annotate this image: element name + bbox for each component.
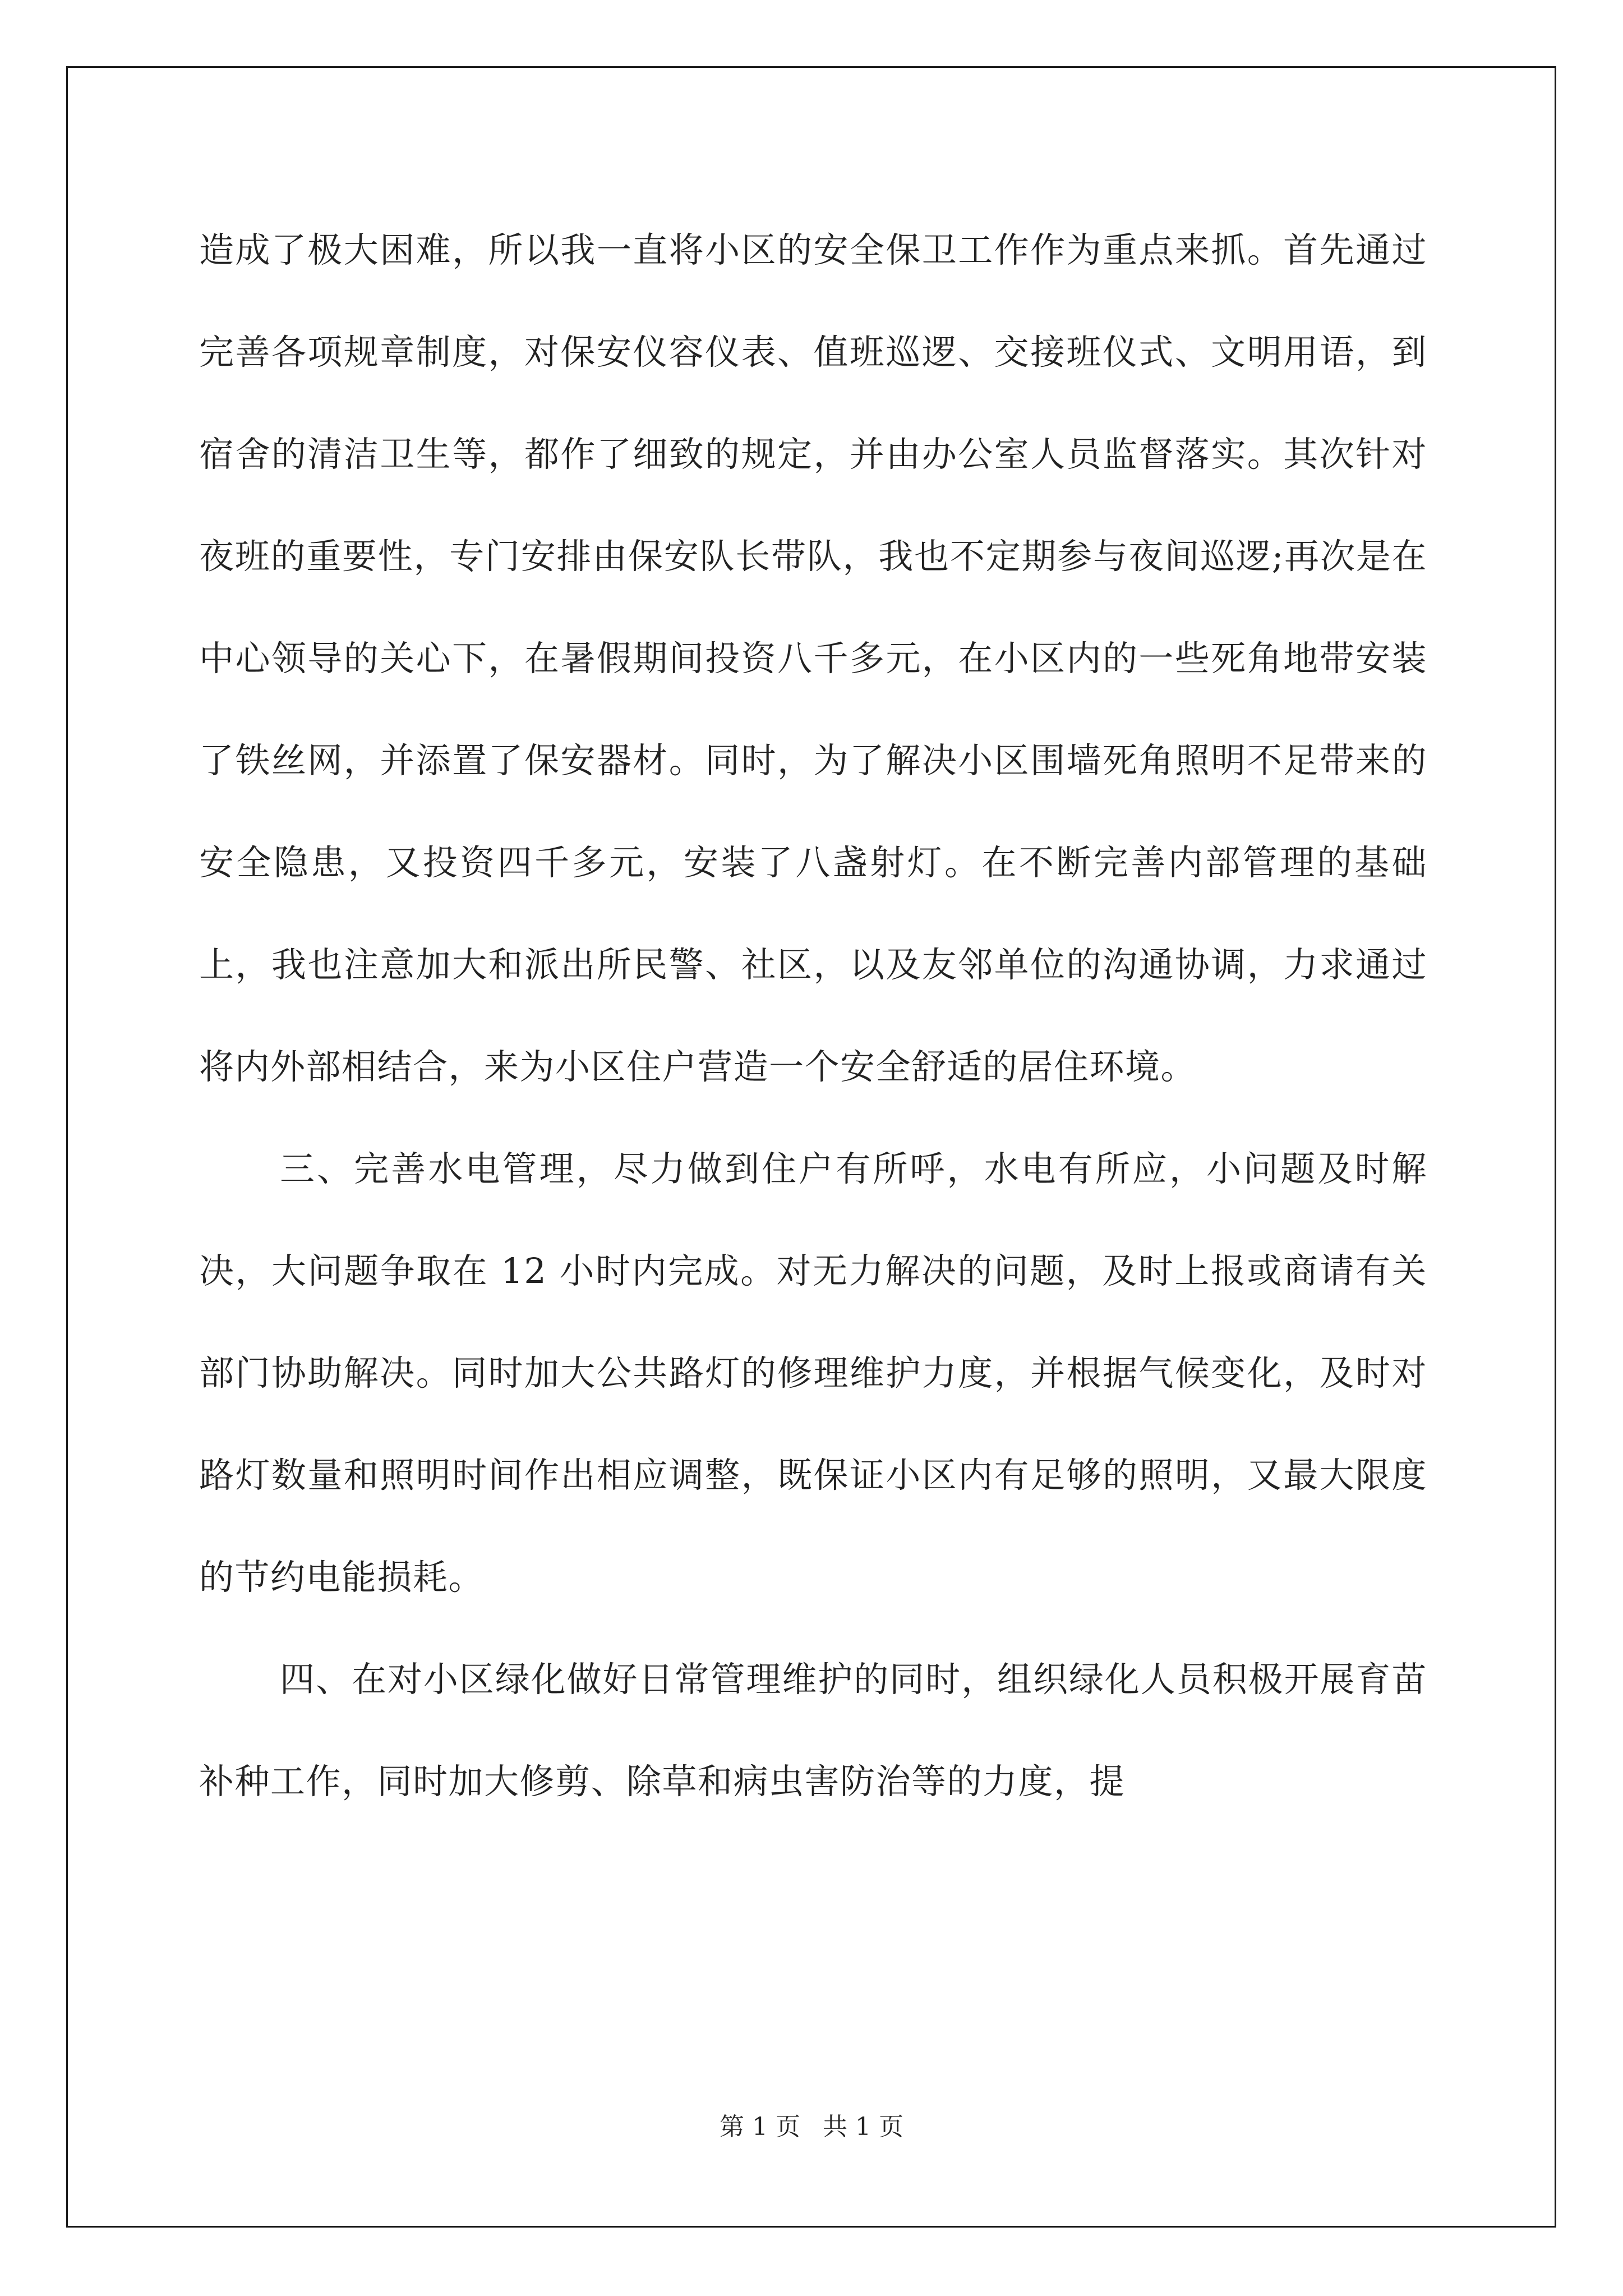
paragraph-security: 造成了极大困难，所以我一直将小区的安全保卫工作作为重点来抓。首先通过完善各项规章制度，对保安仪容仪表、值班巡逻、交接班仪式、文明用语，到宿舍的清洁卫生等，都作了细致的规定，并由办公室人员监督落实。其次针对夜班的重要性，专门安排由保安队长带队，我也不定期参与夜间巡逻;再次是在中心领导的关心下，在暑假期间投资八千多元，在小区内的一些死角地带安装了铁丝网，并添置了保安器材。同时，为了解决小区围墙死角照明不足带来的安全隐患，又投资四千多元，安装了八盏射灯。在不断完善内部管理的基础上，我也注意加大和派出所民警、社区，以及友邻单位的沟通协调，力求通过将内外部相结合，来为小区住户营造一个安全舒适的居住环境。 [199,229,1427,1087]
paragraph-greening: 四、在对小区绿化做好日常管理维护的同时，组织绿化人员积极开展育苗补种工作，同时加大修剪、除草和病虫害防治等的力度，提 [199,1659,1427,1802]
page-total: 共 1 页 [823,2113,903,2141]
document-body [199,199,1427,1833]
paragraph-utilities: 三、完善水电管理，尽力做到住户有所呼，水电有所应，小问题及时解决，大问题争取在 12 小时内完成。对无力解决的问题，及时上报或商请有关部门协助解决。同时加大公共路灯的修理维护力度，并根据气候变化，及时对路灯数量和照明时间作出相应调整，既保证小区内有足够的照明，又最大限度的节约电能损耗。 [199,1148,1427,1598]
page-footer [0,2110,1623,2144]
page-number: 第 1 页 [720,2113,800,2141]
